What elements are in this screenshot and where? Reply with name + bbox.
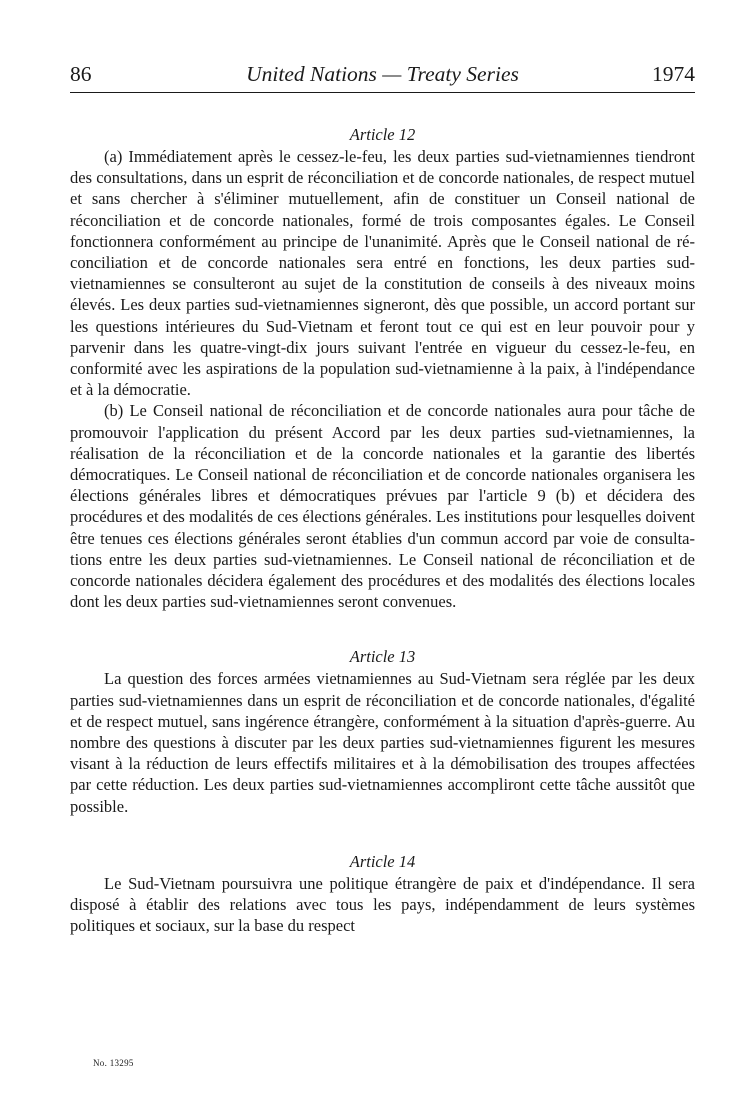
series-title: United Nations — Treaty Series [246,62,519,86]
article-14-title: Article 14 [349,851,416,871]
document-body [70,124,695,937]
article-14-paragraph: Le Sud-Vietnam poursuivra une politique étrangère de paix et d'indépendance. Il sera disposé à établir des relations avec tous les pays, indépendamment de leurs systèmes politiques et sociaux, sur la base du respect [70,873,695,936]
article-13-paragraph: La question des forces armées vietnamiennes au Sud-Vietnam sera réglée par les deux parties sud-vietnamiennes dans un esprit de réconciliation et de concorde nationales, d'égalité et de respect mutuel, sans ingérence étrangère, conformément à la situation d'après-guerre. Au nombre des questions à discuter par les deux parties sud-vietnamiennes figurent les mesures visant à la réduction de leurs effectifs militaires et à la démobilisation des troupes affectées par cette réduction. Les deux parties sud-vietnamiennes accompliront cette tâche aussitôt que possible. [70,669,695,816]
page-header [70,60,695,93]
article-13-title: Article 13 [349,647,416,667]
header-year: 1974 [652,62,695,86]
article-12-paragraph-b: (b) Le Conseil national de réconciliation et de concorde nationales aura pour tâche de promouvoir l'application du présent Accord par les deux parties sud-vietnamiennes, la réalisation de la réconciliation et de la concorde nationales et la garantie des libertés démocratiques. Le Conseil national de réconciliation et de concorde nationales organisera les élections générales libres et démocratiques prévues par l'article 9 (b) et décidera des procédures et des modalités de ces élections générales. Les institutions pour lesquelles doivent être tenues ces élections générales seront établies d'un commun accord par voie de consultations entre les deux parties sud-vietnamiennes. Le Conseil national de réconciliation et de concorde nationales décidera également des procédures et des modalités des élections locales dont les deux parties sud-vietnamiennes seront convenues. [70,401,695,612]
page-number: 86 [70,62,92,86]
article-12-paragraph-a: (a) Immédiatement après le cessez-le-feu, les deux parties sud-vietnamiennes tiendront des consultations, dans un esprit de réconciliation et de concorde nationales, de respect mutuel et sans chercher à s'éliminer mutuellement, afin de constituer un Conseil national de réconciliation et de concorde nationales, formé de trois composantes égales. Le Conseil fonctionnera conformément au principe de l'unanimité. Après que le Conseil national de réconciliation et de concorde nationales sera entré en fonctions, les deux parties sud-vietnamiennes se consulteront au sujet de la constitution de conseils à des niveaux moins élevés. Les deux parties sud-vietnamiennes signeront, dès que possible, un accord portant sur les questions intérieures du Sud-Vietnam et feront tout ce qui est en leur pouvoir pour y parvenir dans les quatre-vingt-dix jours suivant l'entrée en vigueur du cessez-le-feu, en conformité avec les aspirations de la population sud-vietnamienne à la paix, à l'indépendance et à la démocratie. [70,147,695,400]
treaty-number-footer: No. 13295 [93,1058,134,1068]
article-12-title: Article 12 [349,125,416,144]
